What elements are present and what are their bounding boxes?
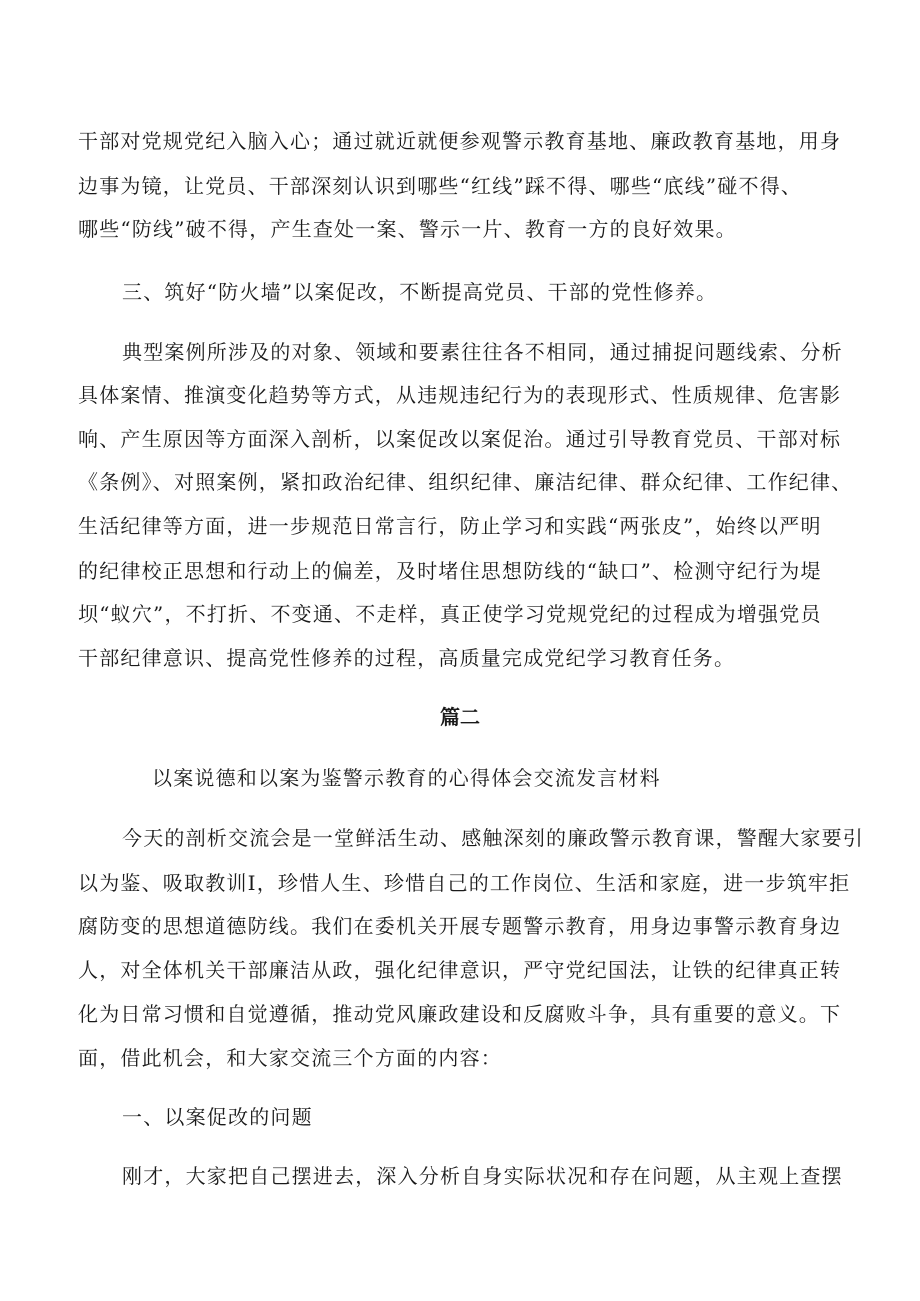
text-line: 化为日常习惯和自觉遵循，推动党风廉政建设和反腐败斗争，具有重要的意义。下: [78, 1002, 842, 1026]
text-line: 的纪律校正思想和行动上的偏差，及时堵住思想防线的“缺口”、检测守纪行为堤: [78, 559, 822, 583]
text-line: 具体案情、推演变化趋势等方式，从违规违纪行为的表现形式、性质规律、危害影: [78, 383, 842, 407]
text-line: 坝“蚁穴”，不打折、不变通、不走样，真正使学习党规党纪的过程成为增强党员: [78, 602, 822, 626]
text-line: 今天的剖析交流会是一堂鲜活生动、感触深刻的廉政警示教育课，警醒大家要引: [122, 826, 864, 850]
section-heading: 一、以案促改的问题: [122, 1105, 313, 1129]
text-line: 干部对党规党纪入脑入心；通过就近就便参观警示教育基地、廉政教育基地，用身: [78, 129, 842, 153]
text-line: 响、产生原因等方面深入剖析，以案促改以案促治。通过引导教育党员、干部对标: [78, 427, 842, 451]
text-line: 哪些“防线”破不得，产生查处一案、警示一片、教育一方的良好效果。: [78, 217, 737, 241]
text-line: 以为鉴、吸取教训I，珍惜人生、珍惜自己的工作岗位、生活和家庭，进一步筑牢拒: [78, 871, 851, 895]
article-title: 以案说德和以案为鉴警示教育的心得体会交流发言材料: [152, 766, 661, 790]
section-heading: 三、筑好“防火墙”以案促改，不断提高党员、干部的党性修养。: [122, 280, 718, 304]
text-line: 生活纪律等方面，进一步规范日常言行，防止学习和实践“两张皮”，始终以严明: [78, 514, 822, 538]
text-line: 腐防变的思想道德防线。我们在委机关开展专题警示教育，用身边事警示教育身边: [78, 914, 842, 938]
text-line: 边事为镜，让党员、干部深刻认识到哪些“红线”踩不得、哪些“底线”碰不得、: [78, 174, 803, 198]
text-line: 《条例》、对照案例，紧扣政治纪律、组织纪律、廉洁纪律、群众纪律、工作纪律、: [78, 470, 853, 494]
text-line: 人，对全体机关干部廉洁从政，强化纪律意识，严守党纪国法，让铁的纪律真正转: [78, 958, 842, 982]
part-title: 篇二: [440, 705, 480, 729]
text-line: 典型案例所涉及的对象、领域和要素往往各不相同，通过捕捉问题线索、分析: [122, 340, 843, 364]
text-line: 面，借此机会，和大家交流三个方面的内容：: [78, 1046, 502, 1070]
text-line: 干部纪律意识、提高党性修养的过程，高质量完成党纪学习教育任务。: [78, 646, 736, 670]
text-line: 刚才，大家把自己摆进去，深入分析自身实际状况和存在问题，从主观上查摆: [122, 1164, 843, 1188]
